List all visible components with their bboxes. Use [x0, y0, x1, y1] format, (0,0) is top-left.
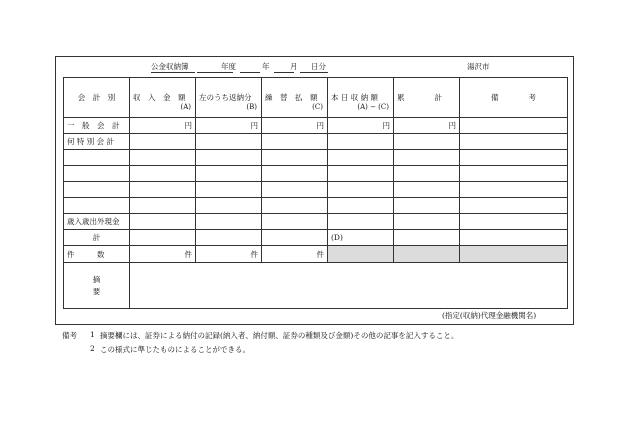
year-blank-line: [197, 72, 233, 73]
col-transfer-label: 繰 替 払 額: [265, 93, 318, 102]
memo-field[interactable]: [130, 263, 568, 309]
amount-value: (D): [331, 233, 343, 242]
amount-cell[interactable]: [394, 134, 460, 150]
shaded-cell: [460, 246, 568, 263]
col-account: [64, 78, 130, 118]
month-blank-line: [274, 72, 294, 73]
row-label-cell: [64, 166, 130, 182]
ledger-table: [63, 77, 568, 309]
col-refund: [196, 78, 262, 118]
col-account-label: 会 計 別: [77, 93, 116, 102]
remarks-cell[interactable]: [460, 182, 568, 198]
count-unit: 件: [184, 249, 192, 259]
row-label: 何 特 別 会 計: [67, 137, 115, 146]
count-label-cell: [64, 246, 130, 263]
amount-cell[interactable]: [130, 150, 196, 166]
amount-value: 円: [448, 121, 456, 130]
amount-cell[interactable]: [130, 134, 196, 150]
amount-cell[interactable]: [130, 118, 196, 134]
count-cell: [130, 246, 196, 263]
amount-cell[interactable]: [130, 198, 196, 214]
amount-cell[interactable]: [196, 118, 262, 134]
amount-cell[interactable]: [262, 230, 328, 246]
col-refund-sub: (B): [246, 103, 257, 111]
ledger-row: [64, 230, 568, 246]
col-refund-label: 左のうち返納分: [199, 93, 252, 102]
amount-cell[interactable]: [328, 214, 394, 230]
amount-value: 円: [316, 121, 324, 130]
row-label: 一 般 会 計: [67, 121, 120, 130]
remarks-cell[interactable]: [460, 214, 568, 230]
row-label-cell: [64, 214, 130, 230]
ledger-row: [64, 198, 568, 214]
count-cell: [196, 246, 262, 263]
amount-cell[interactable]: [196, 134, 262, 150]
col-today-sub: (A) − (C): [357, 103, 389, 111]
row-label-cell: [64, 118, 130, 134]
note-1-number: 1: [90, 330, 95, 339]
amount-cell[interactable]: [262, 166, 328, 182]
amount-cell[interactable]: [262, 214, 328, 230]
year-label: 年度: [221, 62, 236, 71]
col-cumulative: [394, 78, 460, 118]
amount-cell[interactable]: [328, 118, 394, 134]
col-transfer: [262, 78, 328, 118]
col-remarks-label: 備 考: [491, 93, 536, 102]
amount-cell[interactable]: [196, 150, 262, 166]
note-1-text: 摘要欄には、証券による納付の記録(納入者、納付額、証券の種類及び金額)その他の記事を記入すること。: [100, 331, 459, 340]
amount-value: 円: [382, 121, 390, 130]
period-underline: [308, 72, 328, 73]
note-2-text: この様式に準じたものによることができる。: [100, 345, 250, 354]
ledger-row: [64, 134, 568, 150]
amount-cell[interactable]: [394, 198, 460, 214]
ledger-row: [64, 166, 568, 182]
row-label-cell: [64, 150, 130, 166]
amount-cell[interactable]: [328, 198, 394, 214]
month-prefix: 年: [262, 62, 270, 71]
amount-value: 円: [184, 121, 192, 130]
memo-label-cell: [64, 263, 130, 309]
amount-cell[interactable]: [196, 214, 262, 230]
col-income: [130, 78, 196, 118]
amount-cell[interactable]: [196, 166, 262, 182]
amount-cell[interactable]: [394, 118, 460, 134]
ledger-row: [64, 118, 568, 134]
amount-cell[interactable]: [394, 182, 460, 198]
col-income-label: 収 入 金 額: [133, 93, 186, 102]
amount-cell[interactable]: [130, 182, 196, 198]
notes-prefix: 備考: [62, 331, 77, 340]
memo-row: [64, 263, 568, 309]
ledger-title: 公金収納簿: [151, 62, 189, 71]
count-label: 件 数: [67, 249, 105, 259]
agent-bank-note: (指定(収納)代理金融機関名): [442, 311, 537, 320]
remarks-cell[interactable]: [460, 166, 568, 182]
count-cell: [262, 246, 328, 263]
ledger-row: [64, 214, 568, 230]
remarks-cell[interactable]: [460, 198, 568, 214]
amount-cell[interactable]: [394, 150, 460, 166]
col-cumulative-label: 累 計: [397, 93, 442, 102]
row-label: 計: [92, 233, 101, 242]
amount-cell[interactable]: [328, 134, 394, 150]
amount-cell[interactable]: [130, 230, 196, 246]
city-name: 湯沢市: [467, 62, 490, 71]
amount-cell[interactable]: [394, 214, 460, 230]
memo-label-1: 摘: [92, 274, 101, 284]
remarks-cell[interactable]: [460, 230, 568, 246]
amount-cell[interactable]: [328, 150, 394, 166]
amount-cell[interactable]: [328, 166, 394, 182]
note-2-number: 2: [90, 344, 95, 353]
amount-cell[interactable]: [394, 230, 460, 246]
remarks-cell[interactable]: [460, 150, 568, 166]
row-label-cell: [64, 230, 130, 246]
header-row: [64, 78, 568, 118]
year2-blank-line: [240, 72, 260, 73]
ledger-row: [64, 182, 568, 198]
count-unit: 件: [316, 249, 324, 259]
period-label: 日分: [311, 62, 326, 71]
col-today: [328, 78, 394, 118]
amount-cell[interactable]: [130, 166, 196, 182]
amount-cell[interactable]: [130, 214, 196, 230]
count-unit: 件: [250, 249, 258, 259]
row-label-cell: [64, 134, 130, 150]
row-label: 歳入歳出外現金: [67, 217, 120, 226]
amount-cell[interactable]: [196, 198, 262, 214]
col-income-sub: (A): [180, 103, 191, 111]
amount-cell[interactable]: [262, 134, 328, 150]
shaded-cell: [328, 246, 394, 263]
amount-value: 円: [250, 121, 258, 130]
amount-cell[interactable]: [262, 182, 328, 198]
amount-cell[interactable]: [328, 230, 394, 246]
day-label: 月: [290, 62, 298, 71]
memo-label-2: 要: [92, 286, 101, 296]
col-today-label: 本 日 収 納 額: [331, 93, 379, 102]
remarks-cell[interactable]: [460, 118, 568, 134]
row-label-cell: [64, 182, 130, 198]
amount-cell[interactable]: [394, 166, 460, 182]
count-row: [64, 246, 568, 263]
title-underline: [151, 72, 195, 73]
col-remarks: [460, 78, 568, 118]
amount-cell[interactable]: [196, 230, 262, 246]
remarks-cell[interactable]: [460, 134, 568, 150]
amount-cell[interactable]: [262, 118, 328, 134]
ledger-row: [64, 150, 568, 166]
row-label-cell: [64, 198, 130, 214]
col-transfer-sub: (C): [312, 103, 323, 111]
amount-cell[interactable]: [262, 198, 328, 214]
amount-cell[interactable]: [262, 150, 328, 166]
amount-cell[interactable]: [196, 182, 262, 198]
amount-cell[interactable]: [328, 182, 394, 198]
shaded-cell: [394, 246, 460, 263]
